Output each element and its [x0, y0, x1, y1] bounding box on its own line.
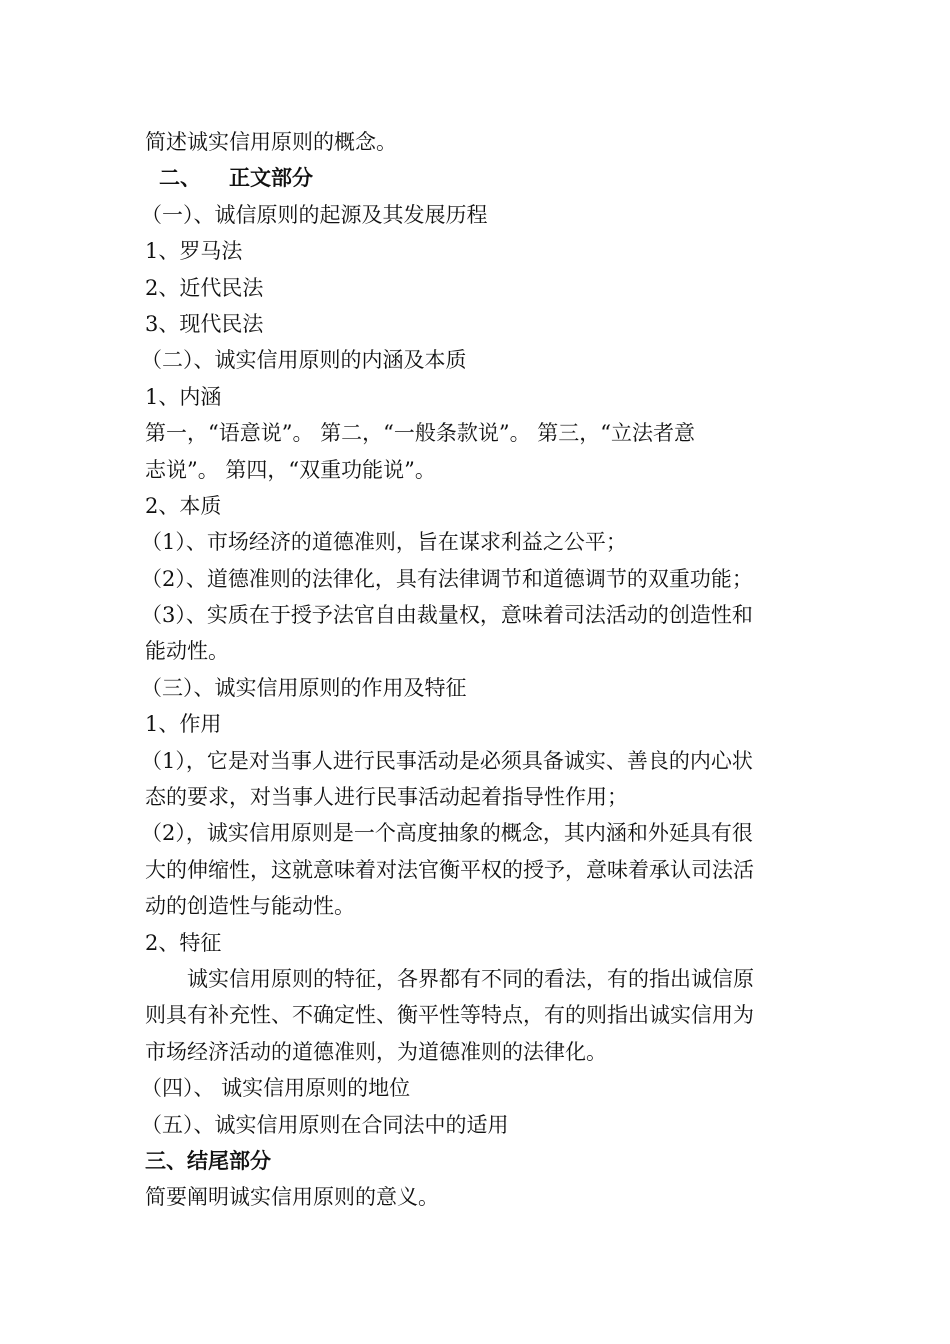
list-item: 3、现代民法 [145, 311, 264, 336]
subsection-heading: （五）、诚实信用原则在合同法中的适用 [141, 1112, 509, 1137]
text-line: 动的创造性与能动性。 [145, 894, 355, 919]
text-line: （3）、实质在于授予法官自由裁量权，意味着司法活动的创造性和 [141, 603, 753, 628]
text-line: （1），它是对当事人进行民事活动是必须具备诚实、善良的内心状 [141, 748, 753, 773]
list-item: 2、本质 [145, 493, 222, 518]
section-heading-2 [145, 160, 810, 196]
section-heading-3: 三、结尾部分 [145, 1148, 271, 1173]
text-line: （2），诚实信用原则是一个高度抽象的概念，其内涵和外延具有很 [141, 821, 753, 846]
text-line: 简要阐明诚实信用原则的意义。 [145, 1185, 439, 1210]
section-title: 正文部分 [229, 166, 313, 191]
text-line: 简述诚实信用原则的概念。 [145, 130, 397, 154]
text-line: 态的要求，对当事人进行民事活动起着指导性作用； [145, 785, 628, 810]
text-line: （1）、市场经济的道德准则，旨在谋求利益之公平； [141, 530, 627, 555]
text-line: 市场经济活动的道德准则，为道德准则的法律化。 [145, 1039, 607, 1064]
paragraph-first-line: 诚实信用原则的特征，各界都有不同的看法，有的指出诚信原 [187, 966, 754, 991]
section-number: 二、 [159, 166, 201, 191]
text-line: 大的伸缩性，这就意味着对法官衡平权的授予，意味着承认司法活 [145, 857, 754, 882]
list-item: 2、近代民法 [145, 275, 264, 300]
list-item: 2、特征 [145, 930, 222, 955]
subsection-heading: （二）、诚实信用原则的内涵及本质 [141, 348, 467, 373]
subsection-heading: （一）、诚信原则的起源及其发展历程 [141, 202, 488, 227]
subsection-heading: （四）、 诚实信用原则的地位 [141, 1076, 411, 1101]
list-item: 1、作用 [145, 712, 222, 737]
text-line: 能动性。 [145, 639, 229, 664]
text-line: 第一，“语意说”。 第二，“一般条款说”。 第三，“立法者意 [145, 421, 696, 446]
text-line: 则具有补充性、不确定性、衡平性等特点，有的则指出诚实信用为 [145, 1003, 754, 1028]
text-line: 志说”。 第四，“双重功能说”。 [145, 457, 436, 482]
list-item: 1、罗马法 [145, 239, 243, 264]
document-body [141, 124, 810, 1216]
list-item: 1、内涵 [145, 384, 222, 409]
subsection-heading: （三）、诚实信用原则的作用及特征 [141, 675, 467, 700]
text-line: （2）、道德准则的法律化，具有法律调节和道德调节的双重功能； [141, 566, 753, 591]
